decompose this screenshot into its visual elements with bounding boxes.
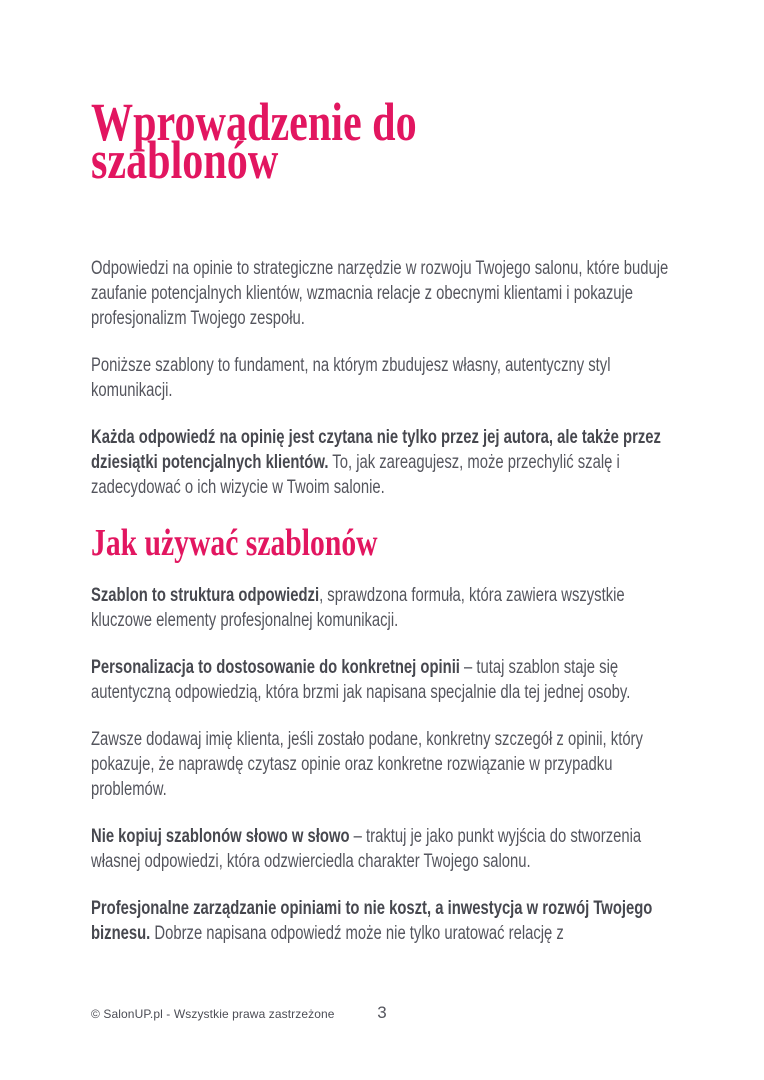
- intro-paragraph: Odpowiedzi na opinie to strategiczne narzędzie w rozwoju Twojego salonu, które buduje zaufanie potencjalnych klientów, wzmacnia relacje z obecnymi klientami i pokazuje profesjonalizm Twojego zespołu.: [91, 258, 669, 329]
- section-paragraph: Personalizacja to dostosowanie do konkretnej opinii – tutaj szablon staje się autentyczną odpowiedzią, która brzmi jak napisana specjalnie dla tej jednej osoby.: [91, 657, 631, 703]
- page-title: Wprowadzenie do szablonów: [91, 92, 417, 190]
- section-paragraph: Szablon to struktura odpowiedzi, sprawdzona formuła, która zawiera wszystkie kluczowe elementy profesjonalnej komunikacji.: [91, 585, 625, 631]
- section-heading: Jak używać szablonów: [91, 522, 378, 564]
- section-paragraph: Profesjonalne zarządzanie opiniami to nie koszt, a inwestycja w rozwój Twojego biznesu. Dobrze napisana odpowiedź może nie tylko uratować relację z: [91, 898, 653, 944]
- copyright-text: © SalonUP.pl - Wszystkie prawa zastrzeżone: [91, 1007, 335, 1021]
- intro-paragraph: Poniższe szablony to fundament, na którym zbudujesz własny, autentyczny styl komunikacji.: [91, 355, 611, 401]
- section-paragraph: Nie kopiuj szablonów słowo w słowo – traktuj je jako punkt wyjścia do stworzenia własnej odpowiedzi, która odzwierciedla charakter Twojego salonu.: [91, 826, 642, 872]
- intro-paragraph: Każda odpowiedź na opinię jest czytana nie tylko przez jej autora, ale także przez dziesiątki potencjalnych klientów. To, jak zareagujesz, może przechylić szalę i zadecydować o ich wizycie w Twoim salonie.: [91, 427, 661, 498]
- page-content: [91, 0, 673, 968]
- section-paragraph: Zawsze dodawaj imię klienta, jeśli zostało podane, konkretny szczegół z opinii, który pokazuje, że naprawdę czytasz opinie oraz konkretne rozwiązanie w przypadku problemów.: [91, 729, 643, 800]
- page-number: 3: [377, 1003, 387, 1022]
